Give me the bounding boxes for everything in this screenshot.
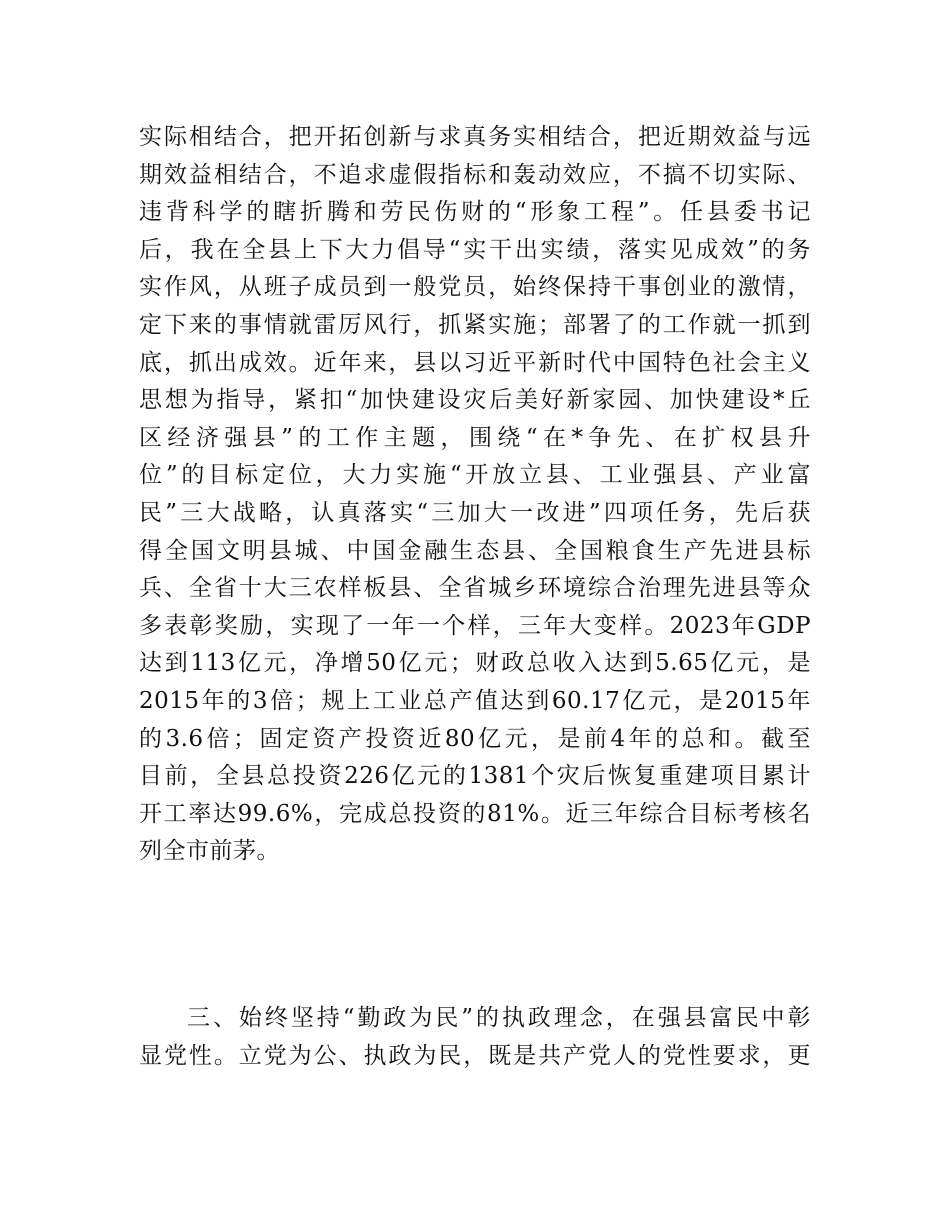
- text-line: 违背科学的瞎折腾和劳民伤财的“形象工程”。任县委书记: [139, 199, 811, 226]
- text-line: 的3.6倍；固定资产投资近80亿元，是前4年的总和。截至: [139, 725, 811, 752]
- text-line: 区经济强县”的工作主题，围绕“在*争先、在扩权县升: [139, 424, 811, 451]
- text-line: 民”三大战略，认真落实“三加大一改进”四项任务，先后获: [139, 499, 811, 526]
- text-line: 列全市前茅。: [139, 838, 280, 865]
- text-line: 实作风，从班子成员到一般党员，始终保持干事创业的激情，: [139, 274, 811, 301]
- body-paragraph-1: [139, 119, 811, 871]
- text-line: 位”的目标定位，大力实施“开放立县、工业强县、产业富: [139, 462, 811, 489]
- text-line: 2015年的3倍；规上工业总产值达到60.17亿元，是2015年: [139, 687, 811, 714]
- text-line: 达到113亿元，净增50亿元；财政总收入达到5.65亿元，是: [139, 650, 811, 677]
- text-line: 底，抓出成效。近年来，县以习近平新时代中国特色社会主义: [139, 349, 811, 376]
- text-line: 得全国文明县城、中国金融生态县、全国粮食生产先进县标: [139, 537, 811, 564]
- text-line: 显党性。立党为公、执政为民，既是共产党人的党性要求，更: [139, 1042, 811, 1069]
- text-line: 开工率达99.6%，完成总投资的81%。近三年综合目标考核名: [139, 800, 811, 827]
- text-line: 实际相结合，把开拓创新与求真务实相结合，把近期效益与远: [139, 124, 811, 150]
- text-line: 目前，全县总投资226亿元的1381个灾后恢复重建项目累计: [139, 763, 811, 790]
- body-paragraph-2: [139, 1000, 811, 1075]
- text-line: 兵、全省十大三农样板县、全省城乡环境综合治理先进县等众: [139, 575, 811, 602]
- text-line: 多表彰奖励，实现了一年一个样，三年大变样。2023年GDP: [139, 612, 811, 639]
- text-line: 定下来的事情就雷厉风行，抓紧实施；部署了的工作就一抓到: [139, 311, 811, 338]
- text-line: 思想为指导，紧扣“加快建设灾后美好新家园、加快建设*丘: [139, 387, 811, 414]
- section-heading-line: 三、始终坚持“勤政为民”的执政理念，在强县富民中彰: [187, 1005, 811, 1031]
- text-line: 期效益相结合，不追求虚假指标和轰动效应，不搞不切实际、: [139, 161, 811, 188]
- text-line: 后，我在全县上下大力倡导“实干出实绩，落实见成效”的务: [139, 236, 811, 263]
